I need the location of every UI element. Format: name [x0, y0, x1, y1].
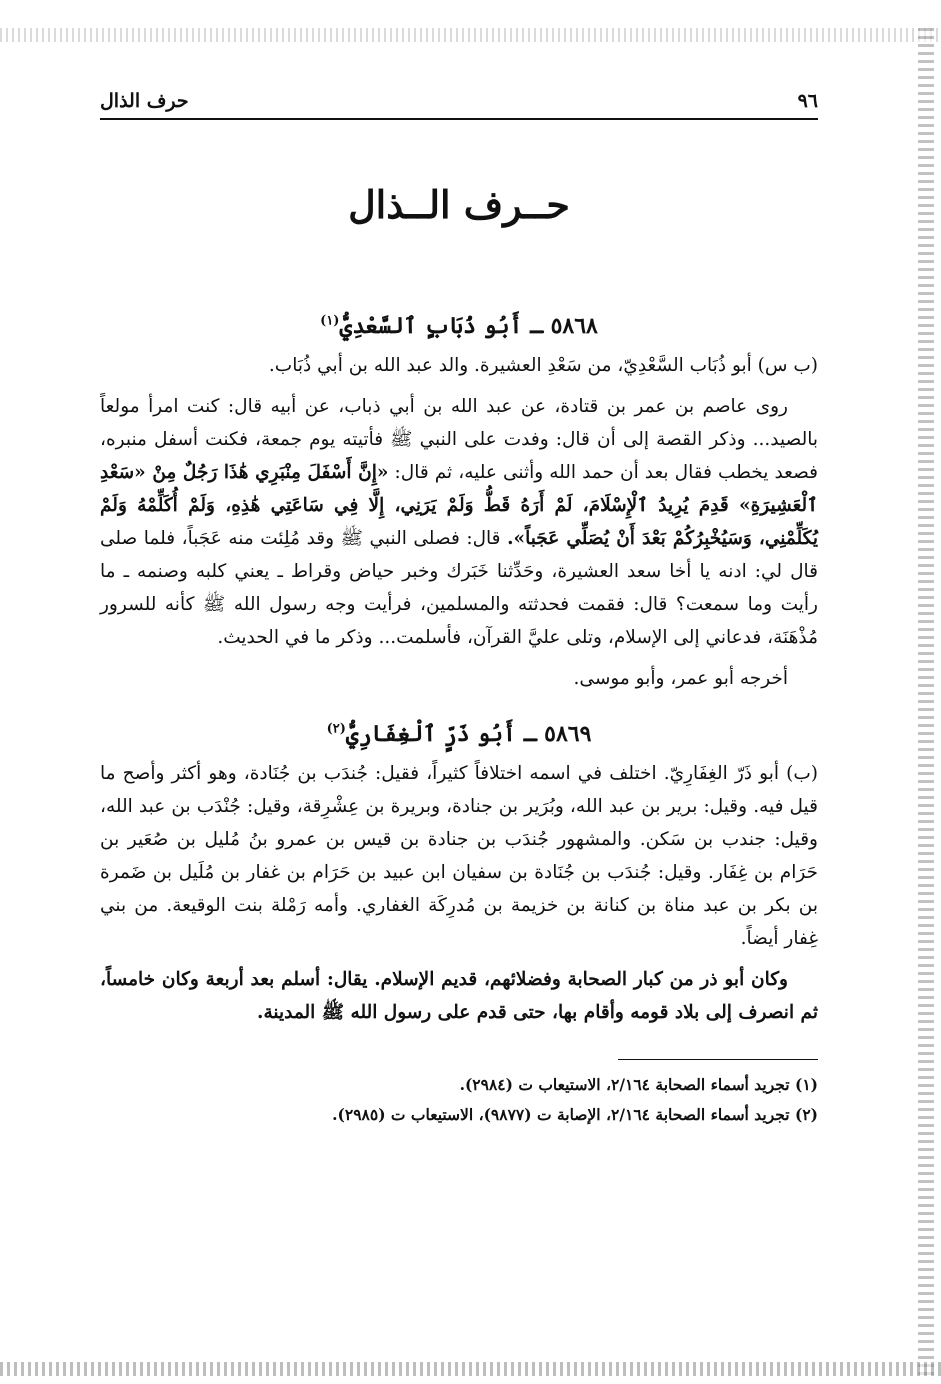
entry-paragraph: أخرجه أبو عمر، وأبو موسى.: [573, 668, 788, 689]
footnote-divider: [618, 1059, 818, 1060]
entry-heading: [100, 721, 818, 747]
entry-paragraph: وكان أبو ذر من كبار الصحابة وفضلائهم، قديم الإسلام. يقال: أسلم بعد أربعة وكان خامساً، ثم انصرف إلى بلاد قومه وأقام بها، حتى قدم على رسول الله ﷺ المدينة.: [100, 969, 818, 1023]
decorative-border-bottom: [0, 1362, 941, 1376]
book-page: [100, 90, 818, 1130]
footnote: (٢) تجريد أسماء الصحابة ٢/١٦٤، الإصابة ت (٩٨٧٧)، الاستيعاب ت (٢٩٨٥).: [332, 1105, 818, 1124]
entry-paragraph: (ب س) أبو ذُبَاب السَّعْدِيّ، من سَعْدِ العشيرة. والد عبد الله بن أبي ذُبَاب.: [268, 355, 818, 376]
hadith-text: «إِنَّ أَسْفَلَ مِنْبَرِي هَٰذَا رَجُلٌ مِنْ «سَعْدِ ٱلْعَشِيرَةِ» قَدِمَ يُرِيدُ ٱلْإِسْلَامَ، لَمْ أَرَهُ قَطُّ وَلَمْ يَرَنِي، إِلَّا فِي سَاعَتِي هَٰذِهِ، وَلَمْ أُكَلِّمْهُ وَلَمْ يُكَلِّمْنِي، وَسَيُخْبِرُكُمْ بَعْدَ أَنْ يُصَلِّي عَجَباً».: [100, 462, 819, 549]
entry-heading: [100, 313, 818, 339]
footnote-ref: (٢): [326, 721, 346, 737]
page-header: [100, 90, 818, 120]
page-number: ٩٦: [797, 90, 818, 112]
entry: [100, 313, 818, 695]
narration-text: قال: فصلى النبي ﷺ وقد مُلِئت منه عَجَباً، فلما صلى قال لي: ادنه يا أخا سعد العشيرة، وحَدِّثنا خَبَرك وخبر حياض وقراط ـ يعني كلبه وصنمه ـ ما رأيت وما سمعت؟ قال: فقمت فحدثته والمسلمين، فرأيت وجه رسول الله ﷺ كأنه للسرور مُذْهَنَة، فدعاني إلى الإسلام، وتلى عليَّ القرآن، فأسلمت... وذكر ما في الحديث.: [100, 528, 818, 648]
chapter-title: حــرف الــذال: [348, 182, 570, 227]
footnote: (١) تجريد أسماء الصحابة ٢/١٦٤، الاستيعاب ت (٢٩٨٤).: [459, 1075, 818, 1094]
footnote-ref: (١): [320, 313, 340, 329]
entry-paragraph: (ب) أبو ذَرّ الغِفَارِيّ. اختلف في اسمه اختلافاً كثيراً، فقيل: جُندَب بن جُنَادة، وهو أكثر وأصح ما قيل فيه. وقيل: برير بن عبد الله، وبُرَير بن جنادة، وبريرة بن عِشْرِقة، وقيل: جُنْدَب بن عبد الله، وقيل: جندب بن سَكن. والمشهور جُندَب بن جنادة بن قيس بن عمرو بنُ مُليل بن صُعَير بن حَرَام بن غِفَار. وقيل: جُندَب بن جُنَادة بن سفيان ابن عبيد بن حَرَام بن غفار بن مُلَيل بن ضَمرة بن بكر بن عبد مناة بن كنانة بن خزيمة بن مُدرِكَة الغفاري. وأمه رَمْلة بنت الوقيعة. من بني غِفار أيضاً.: [100, 763, 818, 949]
entry-paragraph: [100, 390, 818, 654]
entry-heading-text: ٥٨٦٨ ـ أَبُو ذُبَابٍ ٱلسَّعْدِيُّ: [339, 313, 598, 339]
decorative-border-top: [0, 28, 941, 42]
decorative-border-right: [918, 28, 934, 1376]
entry-heading-text: ٥٨٦٩ ـ أَبُو ذَرٍّ ٱلْغِفَارِيُّ: [345, 721, 592, 747]
entry: [100, 721, 818, 1029]
running-title: حرف الذال: [100, 90, 189, 112]
narration-text: روى عاصم بن عمر بن قتادة، عن عبد الله بن أبي ذباب، عن أبيه قال: كنت امرأ مولعاً بالصيد... وذكر القصة إلى أن قال: وفدت على النبي ﷺ فأتيته يوم جمعة، فكنت أسفل منبره، فصعد يخطب فقال بعد أن حمد الله وأثنى عليه، ثم قال:: [100, 396, 818, 483]
